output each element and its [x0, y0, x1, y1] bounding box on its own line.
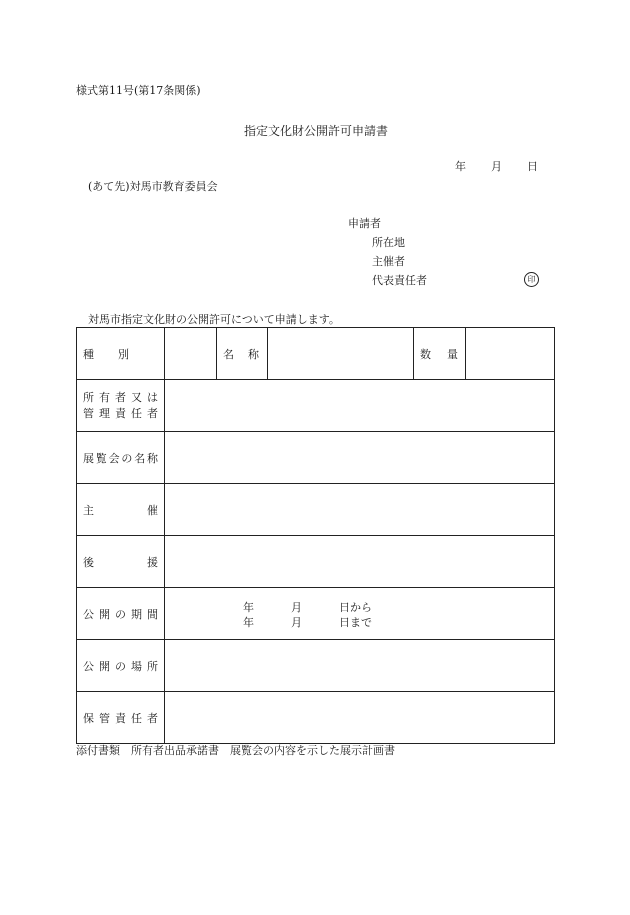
- custodian-label-cell: [77, 692, 165, 744]
- period-label-char: 間: [147, 607, 158, 621]
- owner-label-char: 任: [131, 406, 142, 420]
- type-label-char: 別: [118, 347, 129, 361]
- period-label-char: 開: [99, 607, 110, 621]
- name-label-cell: [217, 328, 268, 380]
- custodian-label-char: 者: [147, 711, 158, 725]
- quantity-label-cell: [414, 328, 466, 380]
- owner-label-char: 所: [83, 390, 94, 404]
- owner-label-char: 責: [115, 406, 126, 420]
- custodian-value-cell[interactable]: [165, 692, 555, 744]
- period-label-char: 公: [83, 607, 94, 621]
- support-label-char: 援: [147, 555, 158, 569]
- date-month-label: 月: [491, 160, 502, 173]
- quantity-label-char: 量: [447, 347, 458, 361]
- owner-label-char: 理: [99, 406, 110, 420]
- place-value-cell[interactable]: [165, 640, 555, 692]
- application-form-table: [76, 327, 555, 744]
- type-label-cell: [77, 328, 165, 380]
- custodian-label-char: 任: [131, 711, 142, 725]
- sponsor-label-char: 主: [83, 503, 94, 517]
- place-label-char: 所: [147, 659, 158, 673]
- sponsor-label-cell: [77, 484, 165, 536]
- table-row-owner: [77, 380, 555, 432]
- table-row-sponsor: [77, 484, 555, 536]
- place-label-cell: [77, 640, 165, 692]
- exhibition-label-cell: [77, 432, 165, 484]
- date-year-label: 年: [455, 160, 466, 173]
- period-label-char: の: [115, 607, 126, 621]
- sponsor-label-char: 催: [147, 503, 158, 517]
- period-label-cell: [77, 588, 165, 640]
- name-value-cell[interactable]: [268, 328, 414, 380]
- period-from-year: 年: [243, 601, 254, 614]
- period-to-year: 年: [243, 616, 254, 629]
- support-label-char: 後: [83, 555, 94, 569]
- support-value-cell[interactable]: [165, 536, 555, 588]
- sponsor-value-cell[interactable]: [165, 484, 555, 536]
- custodian-label-char: 責: [115, 711, 126, 725]
- support-label-cell: [77, 536, 165, 588]
- table-row-period: [77, 588, 555, 640]
- form-number: 様式第11号(第17条関係): [76, 84, 201, 97]
- owner-value-cell[interactable]: [165, 380, 555, 432]
- table-row-custodian: [77, 692, 555, 744]
- exhibition-label-char: 展: [83, 451, 94, 465]
- period-label-char: 期: [131, 607, 142, 621]
- place-label-char: 公: [83, 659, 94, 673]
- period-to-day: 日まで: [339, 616, 372, 629]
- owner-label-char: 又: [131, 390, 142, 404]
- request-text: 対馬市指定文化財の公開許可について申請します。: [88, 313, 340, 326]
- owner-label-char: 管: [83, 406, 94, 420]
- period-value-cell[interactable]: [165, 588, 555, 640]
- exhibition-label-char: の: [121, 451, 133, 465]
- exhibition-label-char: 会: [108, 451, 120, 465]
- date-day-label: 日: [527, 160, 538, 173]
- place-label-char: 開: [99, 659, 110, 673]
- applicant-organizer-label: 主催者: [372, 255, 405, 268]
- name-label-char: 称: [248, 347, 259, 361]
- period-from-day: 日から: [339, 601, 372, 614]
- period-from-month: 月: [291, 601, 302, 614]
- name-label-char: 名: [223, 347, 234, 361]
- quantity-value-cell[interactable]: [466, 328, 555, 380]
- addressee: (あて先)対馬市教育委員会: [88, 180, 218, 193]
- owner-label-char: は: [147, 390, 158, 404]
- form-title: 指定文化財公開許可申請書: [244, 124, 389, 138]
- exhibition-label-char: 称: [146, 451, 158, 465]
- table-row-place: [77, 640, 555, 692]
- type-value-cell[interactable]: [165, 328, 217, 380]
- exhibition-label-char: 覧: [95, 451, 107, 465]
- place-label-char: の: [115, 659, 126, 673]
- exhibition-label-char: 名: [134, 451, 146, 465]
- owner-label-char: 者: [147, 406, 158, 420]
- applicant-label: 申請者: [348, 217, 381, 230]
- table-row-support: [77, 536, 555, 588]
- applicant-representative-label: 代表責任者: [372, 274, 427, 287]
- custodian-label-char: 管: [99, 711, 110, 725]
- place-label-char: 場: [131, 659, 142, 673]
- exhibition-value-cell[interactable]: [165, 432, 555, 484]
- seal-mark-icon: 印: [524, 272, 539, 287]
- applicant-address-label: 所在地: [372, 236, 405, 249]
- custodian-label-char: 保: [83, 711, 94, 725]
- owner-label-cell: [77, 380, 165, 432]
- period-to-month: 月: [291, 616, 302, 629]
- table-row-type-name-quantity: [77, 328, 555, 380]
- table-row-exhibition: [77, 432, 555, 484]
- attachments-note: 添付書類 所有者出品承諾書 展覧会の内容を示した展示計画書: [76, 744, 395, 757]
- quantity-label-char: 数: [420, 347, 431, 361]
- owner-label-char: 者: [115, 390, 126, 404]
- type-label-char: 種: [83, 347, 94, 361]
- owner-label-char: 有: [99, 390, 110, 404]
